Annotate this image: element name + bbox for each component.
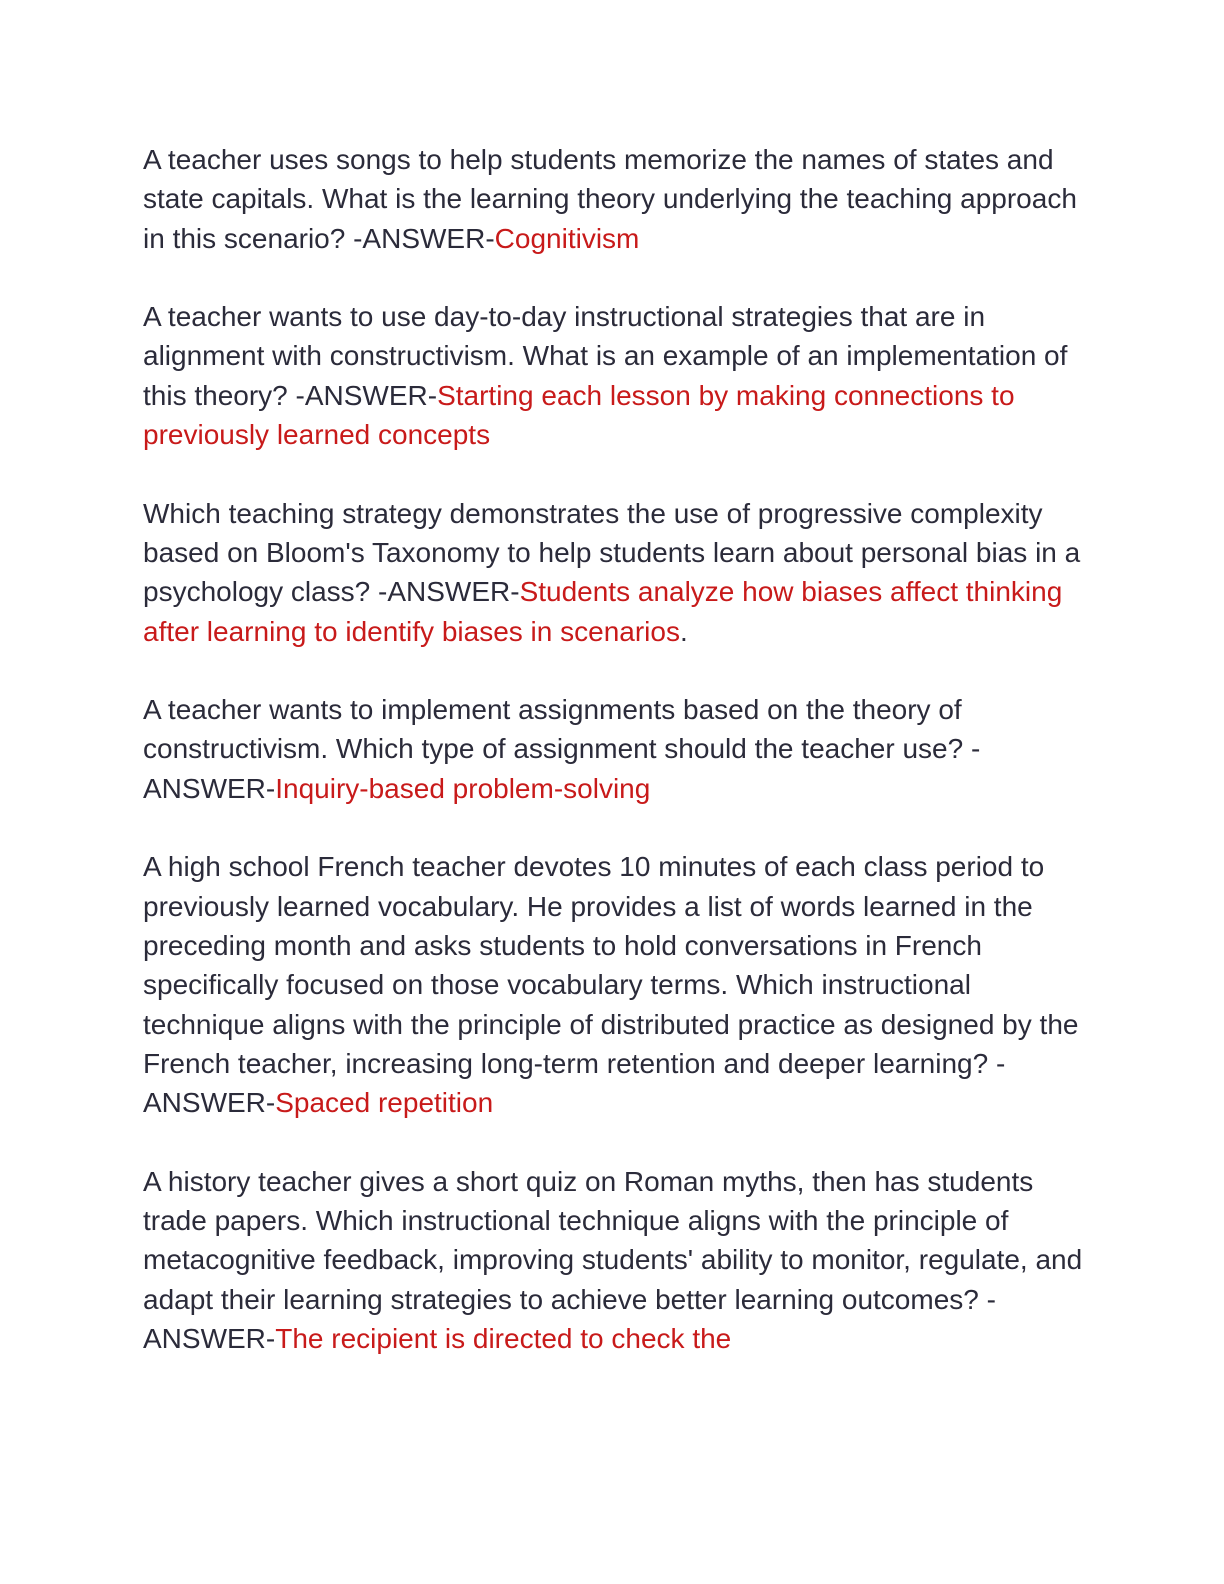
answer-tag: -ANSWER- xyxy=(143,1047,1006,1119)
qa-item-2 xyxy=(143,297,1083,454)
trailing-text: . xyxy=(679,615,688,647)
answer-tag: -ANSWER- xyxy=(295,379,438,411)
question-text: A teacher wants to implement assignments based on the theory of constructivism. Which type of assignment should the teacher use? xyxy=(143,694,971,765)
answer-text: Cognitivism xyxy=(494,222,640,254)
question-text: A teacher wants to use day-to-day instructional strategies that are in alignment with constructivism. What is an example of an implementation of this theory? xyxy=(143,301,1068,411)
answer-tag: -ANSWER- xyxy=(143,1283,996,1354)
question-text: A history teacher gives a short quiz on Roman myths, then has students trade papers. Which instructional technique aligns with the principle of metacognitive feedback, improving students' ability to monitor, regulate, and adapt their learning strategies to achieve better learning outcomes? xyxy=(143,1165,1083,1315)
answer-text: Students analyze how biases affect thinking after learning to identify biases in scenarios xyxy=(143,576,1063,647)
qa-item-5 xyxy=(143,847,1083,1122)
question-text: A teacher uses songs to help students memorize the names of states and state capitals. What is the learning theory underlying the teaching approach in this scenario? xyxy=(143,144,1077,254)
answer-text: Inquiry-based problem-solving xyxy=(275,772,651,804)
qa-item-1 xyxy=(143,140,1083,258)
qa-list xyxy=(143,140,1083,1398)
question-text: A high school French teacher devotes 10 minutes of each class period to previously learned vocabulary. He provides a list of words learned in the preceding month and asks students to hold conversations in French specifically focused on those vocabulary terms. Which instructional technique aligns with the principle of distributed practice as designed by the French teacher, increasing long-term retention and deeper learning? xyxy=(143,851,1079,1079)
answer-text: Starting each lesson by making connections to previously learned concepts xyxy=(143,379,1015,451)
answer-tag: -ANSWER- xyxy=(143,733,981,804)
answer-tag: -ANSWER- xyxy=(378,576,520,608)
answer-text: Spaced repetition xyxy=(275,1087,494,1119)
question-text: Which teaching strategy demonstrates the use of progressive complexity based on Bloom's Taxonomy to help students learn about personal bias in a psychology class? xyxy=(143,497,1081,608)
answer-text: The recipient is directed to check the xyxy=(275,1322,732,1354)
qa-item-4 xyxy=(143,690,1083,808)
qa-item-6 xyxy=(143,1162,1083,1358)
qa-item-3 xyxy=(143,494,1083,651)
answer-tag: -ANSWER- xyxy=(353,222,495,254)
